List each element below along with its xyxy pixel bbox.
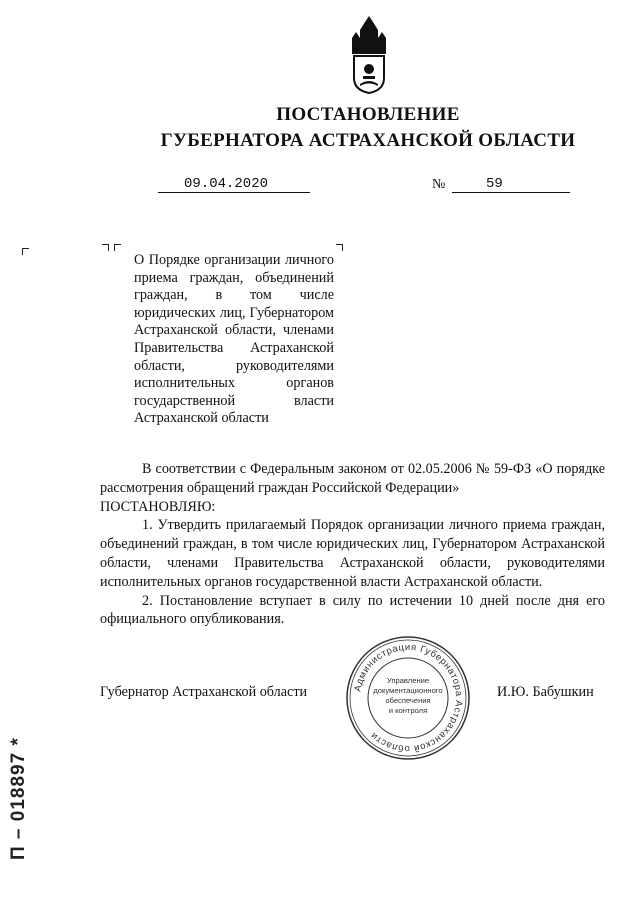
document-subject: О Порядке организации личного приема граждан, объединений граждан, в том числе юридических лиц, Губернатором Астраханской области, членами Правительства Астраханской области, руководителями исполнительных органов государственной власти Астраханской области — [134, 252, 334, 427]
stamp-center-line: и контроля — [388, 706, 428, 715]
item-2-paragraph: 2. Постановление вступает в силу по истечении 10 дней после дня его официального опубликования. — [100, 592, 605, 628]
document-date: 09.04.2020 — [184, 176, 269, 192]
number-underline — [452, 192, 570, 193]
stamp-center-line: Управление — [386, 676, 430, 685]
item-1-paragraph: 1. Утвердить прилагаемый Порядок организации личного приема граждан, объединений граждан, в том числе юридических лиц, Губернатором Астраханской области, членами Правительства Астраханской области, руководителями исполнительных органов государственной власти Астраханской области. — [100, 517, 605, 590]
signatory-position: Губернатор Астраханской области — [100, 684, 308, 700]
decree-word: ПОСТАНОВЛЯЮ: — [100, 498, 216, 515]
preamble-paragraph: В соответствии с Федеральным законом от 02.05.2006 № 59-ФЗ «О порядке рассмотрения обращений граждан Российской Федерации» — [100, 461, 605, 496]
coat-of-arms-emblem — [348, 14, 390, 94]
stamp-center-line: документационного — [373, 686, 443, 695]
issuer-title: ГУБЕРНАТОРА АСТРАХАНСКОЙ ОБЛАСТИ — [160, 130, 576, 151]
document-type-title: ПОСТАНОВЛЕНИЕ — [276, 104, 460, 125]
number-label: № — [432, 177, 446, 192]
subject-corner-mark — [114, 244, 121, 251]
margin-corner-mark — [22, 248, 29, 255]
document-number: 59 — [486, 176, 503, 192]
official-stamp — [344, 634, 472, 762]
signatory-name: И.Ю. Бабушкин — [497, 684, 594, 700]
subject-corner-mark — [102, 244, 109, 251]
date-underline — [158, 192, 310, 193]
stamp-ring-text: Администрация Губернатора Астраханской области — [352, 641, 465, 755]
form-serial-number: П – 018897 * — [8, 737, 29, 860]
stamp-center-line: обеспечения — [385, 696, 431, 705]
document-body — [100, 460, 605, 629]
subject-corner-mark — [336, 244, 343, 251]
